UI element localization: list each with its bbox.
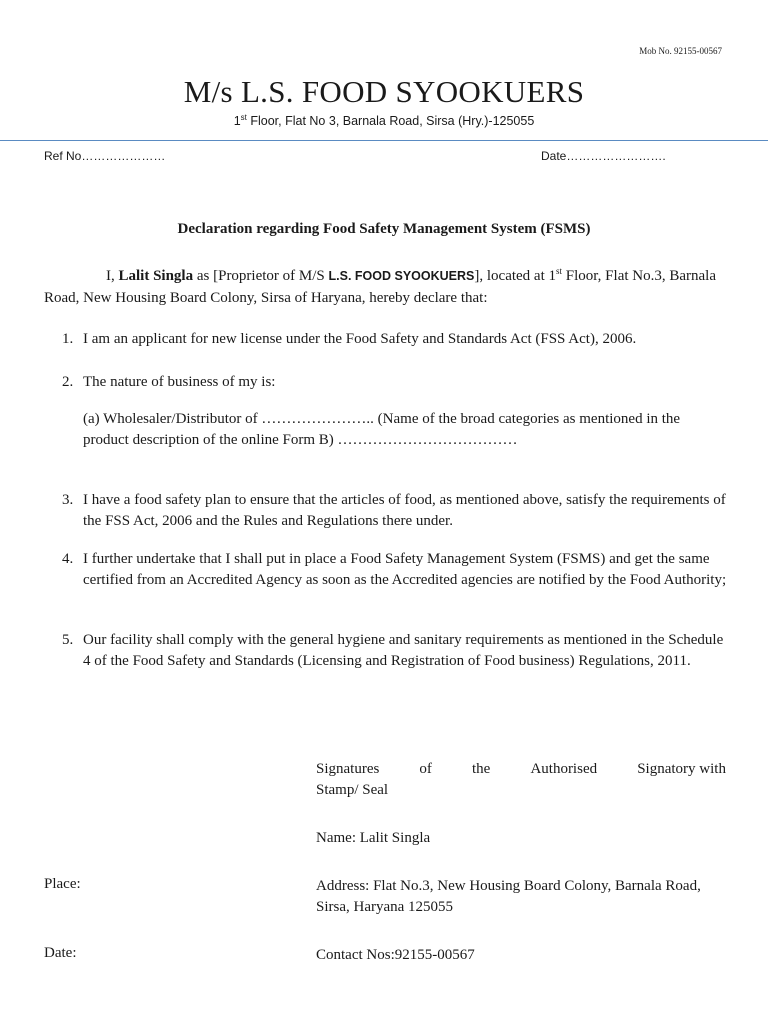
stamp-seal-label: Stamp/ Seal [316,782,389,798]
signatory-name: Name: Lalit Singla [316,830,431,846]
signature-block [316,759,726,801]
place-label: Place: [44,876,81,892]
business-nature-sub-item: (a) Wholesaler/Distributor of ………………….. (Name of the broad categories as mentioned in the product description of the online Form B) ……………………………… [83,411,681,448]
list-item: 3. I have a food safety plan to ensure that the articles of food, as mentioned above, satisfy the requirements of the FSS Act, 2006 and the Rules and Regulations there under. [62,492,726,529]
footer-date-label: Date: [44,945,77,961]
ref-no: Ref No………………… [44,149,166,163]
firm-name: M/s L.S. FOOD SYOOKUERS [183,74,585,109]
document-title: Declaration regarding Food Safety Management System (FSMS) [177,221,591,237]
intro-firm-name: L.S. FOOD SYOOKUERS [328,269,475,283]
list-item: 1. I am an applicant for new license under the Food Safety and Standards Act (FSS Act), 2006. [62,331,637,347]
list-item: 4. I further undertake that I shall put in place a Food Safety Management System (FSMS) and get the same certified from an Accredited Agency as soon as the Accredited agencies are notified by the Food Authority; [62,551,727,588]
list-item: 2. The nature of business of my is: [62,374,276,390]
header-divider [0,140,768,141]
mobile-number: Mob No. 92155-00567 [639,46,722,56]
signatory-address: Address: Flat No.3, New Housing Board Colony, Barnala Road, Sirsa, Haryana 125055 [316,878,701,915]
firm-address: 1st Floor, Flat No 3, Barnala Road, Sirsa (Hry.)-125055 [233,113,535,129]
contact-number: Contact Nos:92155-00567 [316,947,475,963]
declaration-intro: I, Lalit Singla as [Proprietor of M/S L.S. FOOD SYOOKUERS], located at 1st Floor, Flat No.3, Barnala Road, New Housing Board Colony, Sirsa of Haryana, hereby declare that: [44,266,716,306]
header-date: Date……………………. [541,149,666,163]
signature-line: Signatures of the Authorised Signatory with [316,761,726,777]
declarant-name: Lalit Singla [118,268,194,284]
list-item: 5. Our facility shall comply with the general hygiene and sanitary requirements as mentioned in the Schedule 4 of the Food Safety and Standards (Licensing and Registration of Food business) Regulations, 2011. [62,632,724,669]
